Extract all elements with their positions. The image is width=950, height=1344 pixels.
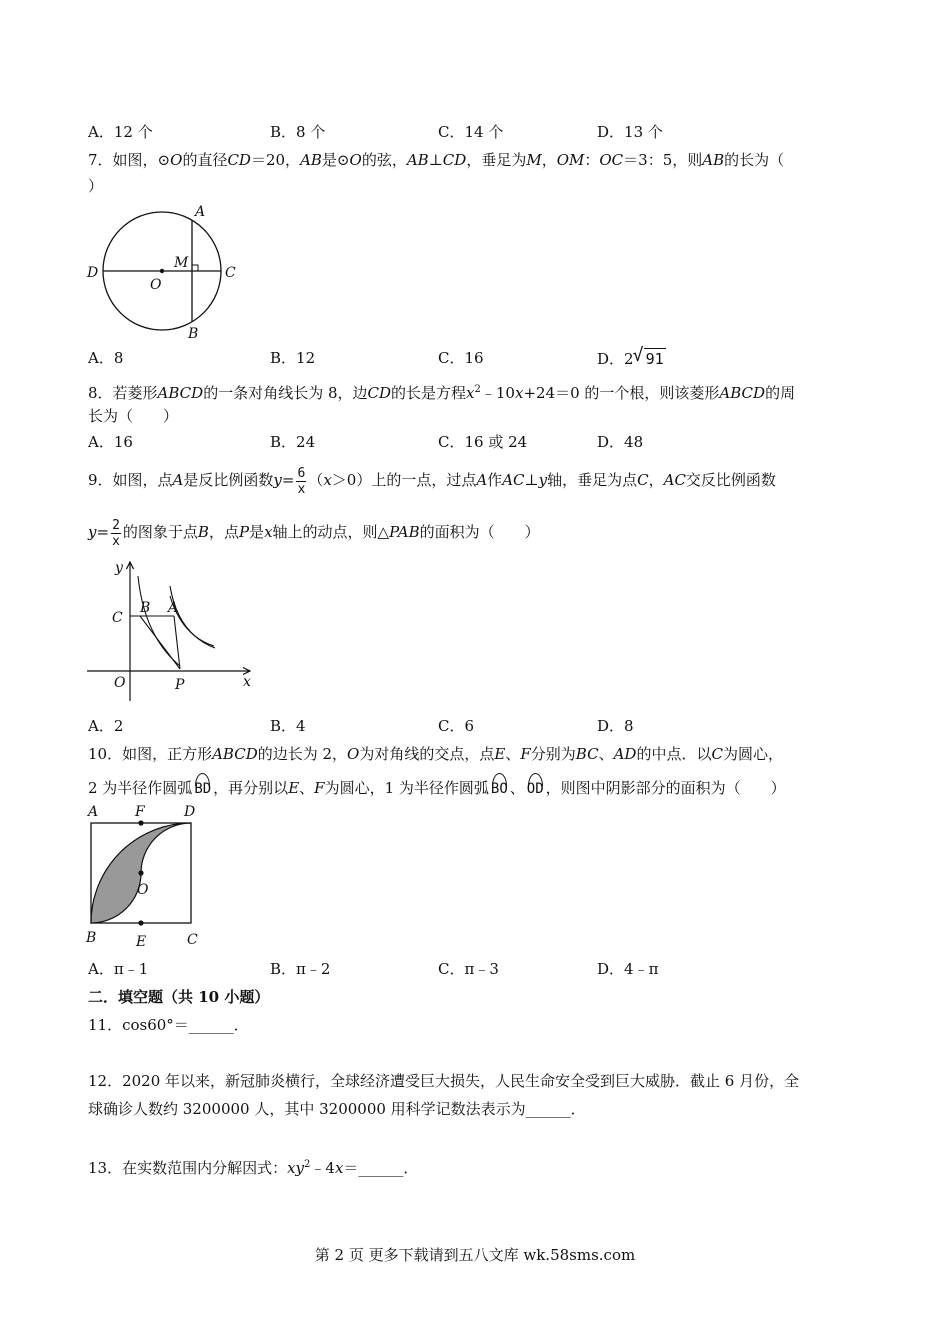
q7-circle-figure [82, 200, 252, 345]
point-e [138, 920, 143, 925]
right-angle-mark [192, 265, 198, 271]
q7-option-c: C．16 [438, 349, 484, 367]
fig9-label-b: B [140, 600, 151, 616]
q7-option-d: D．2√ 91 [597, 348, 666, 369]
fig9-label-a: A [168, 600, 179, 616]
q6-option-c: C．14 个 [438, 123, 504, 141]
q9-stem-line1: 9．如图，点A是反比例函数y= $\frac{6}{x}$ （x＞0）上的一点，过点A作AC⊥y轴，垂足为点C，AC交反比例函数 [88, 465, 776, 497]
q9-option-b: B．4 [270, 717, 306, 735]
fraction-6-over-x: $\frac{6}{x}$ [297, 465, 306, 497]
section-heading-fill-in: 二．填空题（共 10 小题） [88, 988, 270, 1006]
q10-stem-line2: 2 为半径作圆弧 BD ，再分别以E、F为圆心，1 为半径作圆弧 BO 、 OD ，则图中阴影部分的面积为（ ） [88, 773, 786, 799]
q7-stem: 7．如图，⊙O的直径CD＝20，AB是⊙O的弦，AB⊥CD，垂足为M，OM：OC＝3：5，则AB的长为（ [88, 151, 785, 169]
arc-bd: BD [194, 773, 211, 799]
arc-bo: BO [491, 773, 508, 799]
arc-od: OD [527, 773, 544, 799]
fig9-label-o: O [114, 675, 126, 691]
fig10-label-c: C [187, 932, 198, 948]
fig10-label-a: A [88, 804, 99, 820]
q12-stem-line1: 12．2020 年以来，新冠肺炎横行，全球经济遭受巨大损失，人民生命安全受到巨大威胁．截止 6 月份，全 [88, 1072, 800, 1090]
fig7-label-d: D [87, 265, 99, 281]
point-f [138, 820, 143, 825]
q8-option-d: D．48 [597, 433, 644, 451]
fig9-label-p: P [175, 677, 185, 693]
fraction-2-over-x: $\frac{2}{x}$ [112, 517, 120, 549]
fig7-label-b: B [188, 326, 199, 342]
q8-option-b: B．24 [270, 433, 316, 451]
fig7-label-o: O [150, 277, 162, 293]
q13-stem: 13．在实数范围内分解因式：$xy^2﹣4x=\_\_\_\_\_\_$． [88, 1159, 419, 1177]
fig10-label-o: O [137, 882, 149, 898]
q8-option-a: A．16 [88, 433, 133, 451]
q9-function-figure [82, 556, 262, 706]
fig7-label-m: M [174, 255, 189, 271]
q10-option-d: D．4﹣π [597, 960, 659, 978]
q10-square-figure [82, 800, 212, 950]
page-footer: 第 2 页 更多下载请到五八文库 wk.58sms.com [314, 1246, 636, 1264]
q10-option-b: B．π﹣2 [270, 960, 331, 978]
fig10-label-b: B [86, 930, 97, 946]
q10-option-a: A．π﹣1 [88, 960, 149, 978]
fig7-label-c: C [225, 265, 236, 281]
q7-option-b: B．12 [270, 349, 316, 367]
fig9-label-y: y [115, 560, 123, 576]
q6-option-b: B．8 个 [270, 123, 326, 141]
fig10-label-e: E [136, 934, 147, 950]
q9-stem-line2: y= $\frac{2}{x}$ 的图象于点B，点P是x轴上的动点，则△PAB的面积为（ ） [88, 517, 540, 549]
q9-option-d: D．8 [597, 717, 634, 735]
q9-option-c: C．6 [438, 717, 475, 735]
q8-stem-line1: 8．若菱形ABCD的一条对角线长为 8，边CD的长是方程$x^2﹣10x+24=0$ 的一个根，则该菱形ABCD的周 [88, 384, 796, 402]
q11-stem: 11．cos60°＝______． [88, 1016, 249, 1034]
q8-option-c: C．16 或 24 [438, 433, 528, 451]
point-o [138, 870, 143, 875]
fig7-label-a: A [195, 204, 206, 220]
center-point-o [160, 269, 164, 273]
fig9-label-c: C [112, 610, 123, 626]
fig10-label-f: F [135, 804, 145, 820]
q12-stem-line2: 球确诊人数约 3200000 人，其中 3200000 用科学记数法表示为______． [88, 1100, 586, 1118]
q6-option-d: D．13 个 [597, 123, 663, 141]
fig9-label-x: x [243, 674, 251, 690]
q8-stem-line2: 长为（ ） [88, 407, 179, 425]
q7-option-a: A．8 [88, 349, 124, 367]
q10-option-c: C．π﹣3 [438, 960, 499, 978]
q6-option-a: A．12 个 [88, 123, 153, 141]
q9-option-a: A．2 [88, 717, 124, 735]
q10-stem-line1: 10．如图，正方形ABCD的边长为 2，O为对角线的交点，点E、F分别为BC、AD的中点．以C为圆心， [88, 745, 783, 763]
sqrt-91: √ 91 [644, 348, 666, 369]
q7-stem-close: ） [88, 177, 104, 195]
fig10-label-d: D [184, 804, 196, 820]
segment-pb [140, 616, 180, 669]
